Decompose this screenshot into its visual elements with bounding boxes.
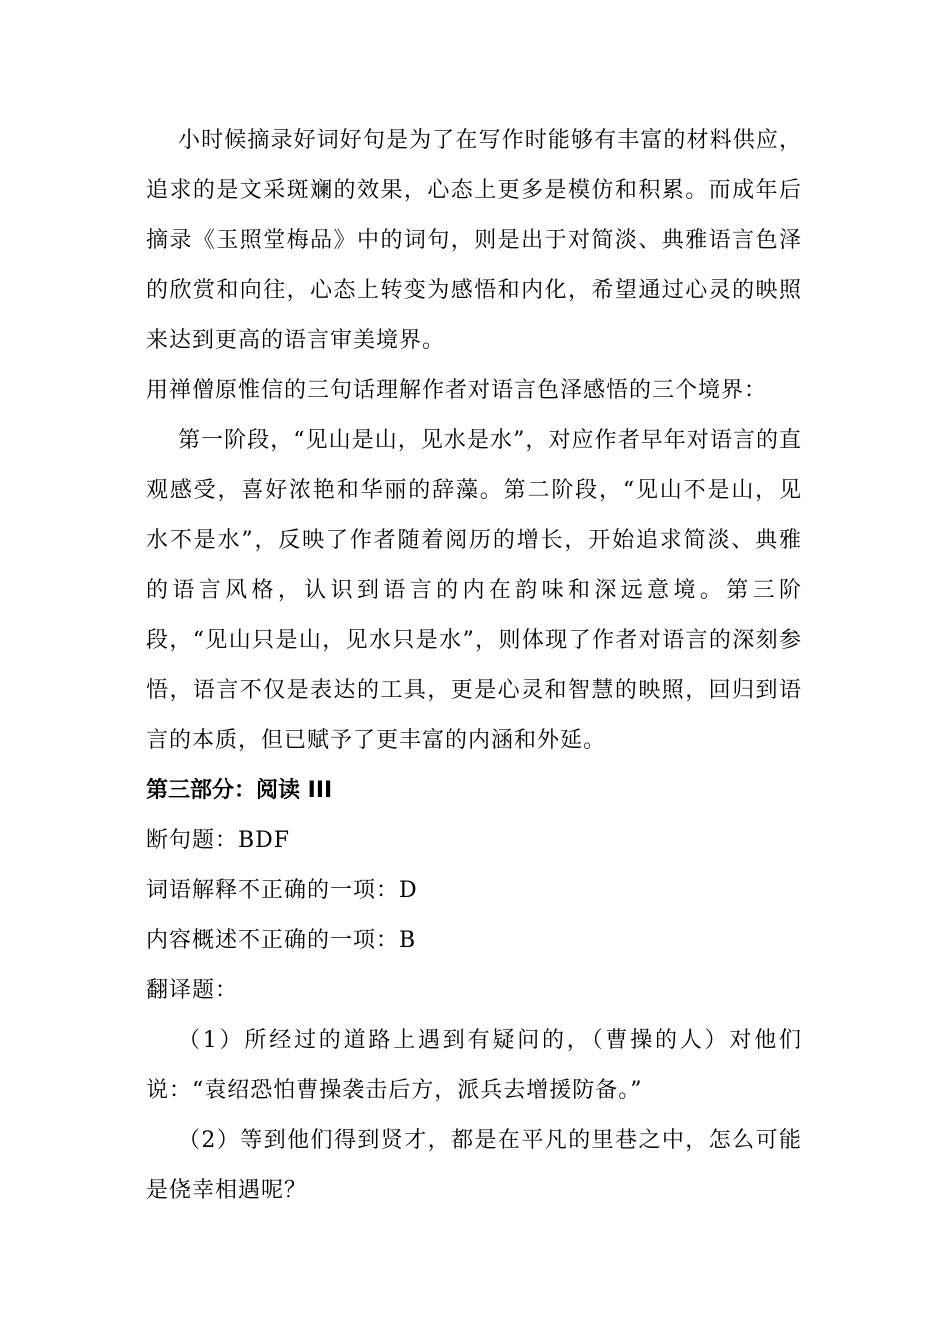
translation-label: 翻译题： xyxy=(146,978,239,1003)
document-page xyxy=(146,116,802,1216)
paragraph-three-realms-intro: 用禅僧原惟信的三句话理解作者对语言色泽感悟的三个境界： xyxy=(146,378,768,403)
translation-item-2: （2）等到他们得到贤才，都是在平凡的里巷之中，怎么可能是侥幸相遇呢？ xyxy=(146,1128,802,1203)
answer-content-summary: 内容概述不正确的一项：B xyxy=(146,928,417,953)
answer-word-explanation: 词语解释不正确的一项：D xyxy=(146,878,418,903)
paragraph-three-stages: 第一阶段，“见山是山，见水是水”，对应作者早年对语言的直观感受，喜好浓艳和华丽的辞藻。第二阶段，“见山不是山，见水不是水”，反映了作者随着阅历的增长，开始追求简淡、典雅的语言风格，认识到语言的内在韵味和深远意境。第三阶段，“见山只是山，见水只是水”，则体现了作者对语言的深刻参悟，语言不仅是表达的工具，更是心灵和智慧的映照，回归到语言的本质，但已赋予了更丰富的内涵和外延。 xyxy=(146,428,802,753)
answer-sentence-break: 断句题：BDF xyxy=(146,828,291,853)
section-title: 第三部分：阅读 III xyxy=(146,778,333,803)
translation-item-1: （1）所经过的道路上遇到有疑问的，（曹操的人）对他们说：“袁绍恐怕曹操袭击后方，派兵去增援防备。” xyxy=(146,1028,802,1103)
paragraph-excerpt-reflection: 小时候摘录好词好句是为了在写作时能够有丰富的材料供应，追求的是文采斑斓的效果，心态上更多是模仿和积累。而成年后摘录《玉照堂梅品》中的词句，则是出于对简淡、典雅语言色泽的欣赏和向往，心态上转变为感悟和内化，希望通过心灵的映照来达到更高的语言审美境界。 xyxy=(146,128,802,353)
